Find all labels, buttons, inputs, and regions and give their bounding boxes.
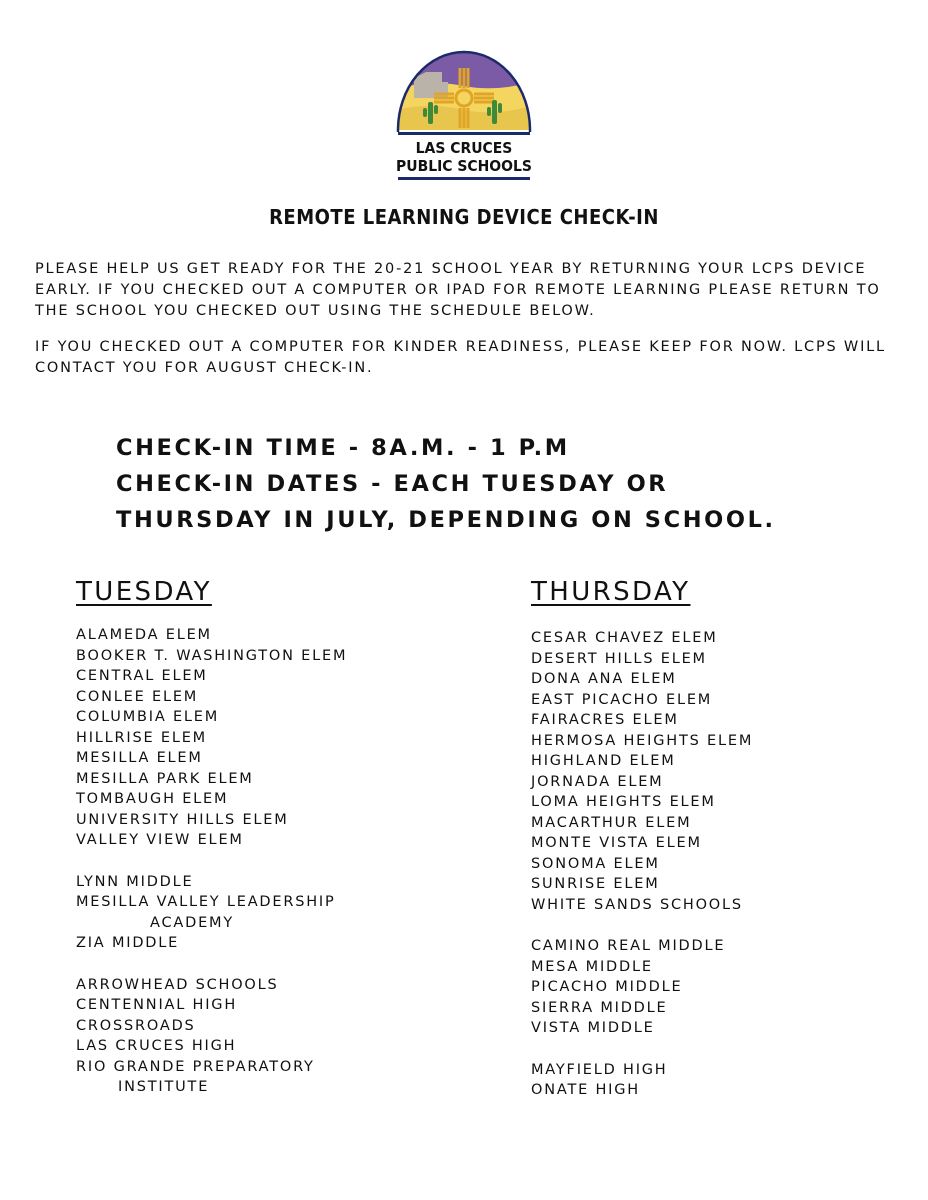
list-item: DONA ANA ELEM xyxy=(531,671,677,687)
list-item: INSTITUTE xyxy=(118,1079,210,1095)
list-item: EAST PICACHO ELEM xyxy=(531,691,713,708)
list-item: LAS CRUCES HIGH xyxy=(76,1038,237,1054)
list-item: UNIVERSITY HILLS ELEM xyxy=(76,811,289,828)
list-item: MESILLA VALLEY LEADERSHIP xyxy=(76,894,336,910)
list-item: MACARTHUR ELEM xyxy=(531,814,692,831)
list-item: SONOMA ELEM xyxy=(531,855,660,872)
list-item: MESILLA ELEM xyxy=(76,750,203,766)
checkin-time: CHECK-IN TIME - 8A.M. - 1 P.M xyxy=(116,435,570,461)
intro-paragraph-2 xyxy=(35,337,905,379)
list-item: CONLEE ELEM xyxy=(76,688,199,705)
logo-line1: LAS CRUCES xyxy=(415,139,513,157)
list-item: PICACHO MIDDLE xyxy=(531,979,683,995)
thursday-middle-list xyxy=(531,936,753,1039)
list-item: FAIRACRES ELEM xyxy=(531,712,679,728)
list-item: RIO GRANDE PREPARATORY xyxy=(76,1058,315,1075)
list-item: SIERRA MIDDLE xyxy=(531,999,668,1016)
checkin-info xyxy=(116,430,776,538)
list-item: ONATE HIGH xyxy=(531,1082,641,1098)
list-item: CAMINO REAL MIDDLE xyxy=(531,938,726,954)
lcps-logo xyxy=(396,50,532,180)
list-item: LYNN MIDDLE xyxy=(76,873,194,890)
list-item: DESERT HILLS ELEM xyxy=(531,650,707,667)
list-item: ACADEMY xyxy=(150,914,235,931)
list-item: ZIA MIDDLE xyxy=(76,935,180,951)
list-item: HERMOSA HEIGHTS ELEM xyxy=(531,732,754,749)
page-title: REMOTE LEARNING DEVICE CHECK-IN xyxy=(269,205,659,229)
intro-text-1: PLEASE HELP US GET READY FOR THE 20-21 SCHOOL YEAR BY RETURNING YOUR LCPS DEVICE EARLY. IF YOU CHECKED OUT A COMPUTER OR IPAD FOR REMOTE LEARNING PLEASE RETURN TO THE SCHOOL YOU CHECKED OUT USING THE SCHEDULE BELOW. xyxy=(35,261,881,319)
list-item: CROSSROADS xyxy=(76,1017,196,1034)
list-item: VALLEY VIEW ELEM xyxy=(76,832,244,848)
thursday-elem-list xyxy=(531,628,753,915)
list-item: WHITE SANDS SCHOOLS xyxy=(531,896,743,913)
tuesday-high-list xyxy=(76,975,347,1098)
logo-line2: PUBLIC SCHOOLS xyxy=(396,157,532,175)
tuesday-column xyxy=(76,577,347,1119)
tuesday-heading: TUESDAY xyxy=(76,577,212,607)
list-item: CENTENNIAL HIGH xyxy=(76,997,238,1013)
list-item: JORNADA ELEM xyxy=(531,773,664,790)
list-item: MESA MIDDLE xyxy=(531,958,653,975)
thursday-column xyxy=(531,577,753,1122)
checkin-dates-2: THURSDAY IN JULY, DEPENDING ON SCHOOL. xyxy=(116,507,776,533)
list-item: VISTA MIDDLE xyxy=(531,1020,655,1036)
list-item: MAYFIELD HIGH xyxy=(531,1061,668,1078)
list-item: BOOKER T. WASHINGTON ELEM xyxy=(76,647,348,664)
list-item: CESAR CHAVEZ ELEM xyxy=(531,630,718,646)
list-item: ARROWHEAD SCHOOLS xyxy=(76,976,279,993)
tuesday-elem-list xyxy=(76,625,347,851)
thursday-heading: THURSDAY xyxy=(531,577,691,607)
list-item: HIGHLAND ELEM xyxy=(531,753,676,769)
list-item: SUNRISE ELEM xyxy=(531,876,660,892)
intro-text-2: IF YOU CHECKED OUT A COMPUTER FOR KINDER READINESS, PLEASE KEEP FOR NOW. LCPS WILL CONTACT YOU FOR AUGUST CHECK-IN. xyxy=(35,339,886,376)
list-item: ALAMEDA ELEM xyxy=(76,627,212,643)
list-item: MESILLA PARK ELEM xyxy=(76,770,254,787)
list-item: MONTE VISTA ELEM xyxy=(531,835,702,851)
tuesday-middle-list xyxy=(76,872,347,954)
list-item: LOMA HEIGHTS ELEM xyxy=(531,794,716,810)
checkin-dates-1: CHECK-IN DATES - EACH TUESDAY OR xyxy=(116,471,669,497)
list-item: TOMBAUGH ELEM xyxy=(76,791,229,807)
intro-paragraph-1 xyxy=(35,259,905,322)
thursday-high-list xyxy=(531,1060,753,1101)
list-item: COLUMBIA ELEM xyxy=(76,709,220,725)
list-item: HILLRISE ELEM xyxy=(76,729,207,746)
list-item: CENTRAL ELEM xyxy=(76,668,208,684)
